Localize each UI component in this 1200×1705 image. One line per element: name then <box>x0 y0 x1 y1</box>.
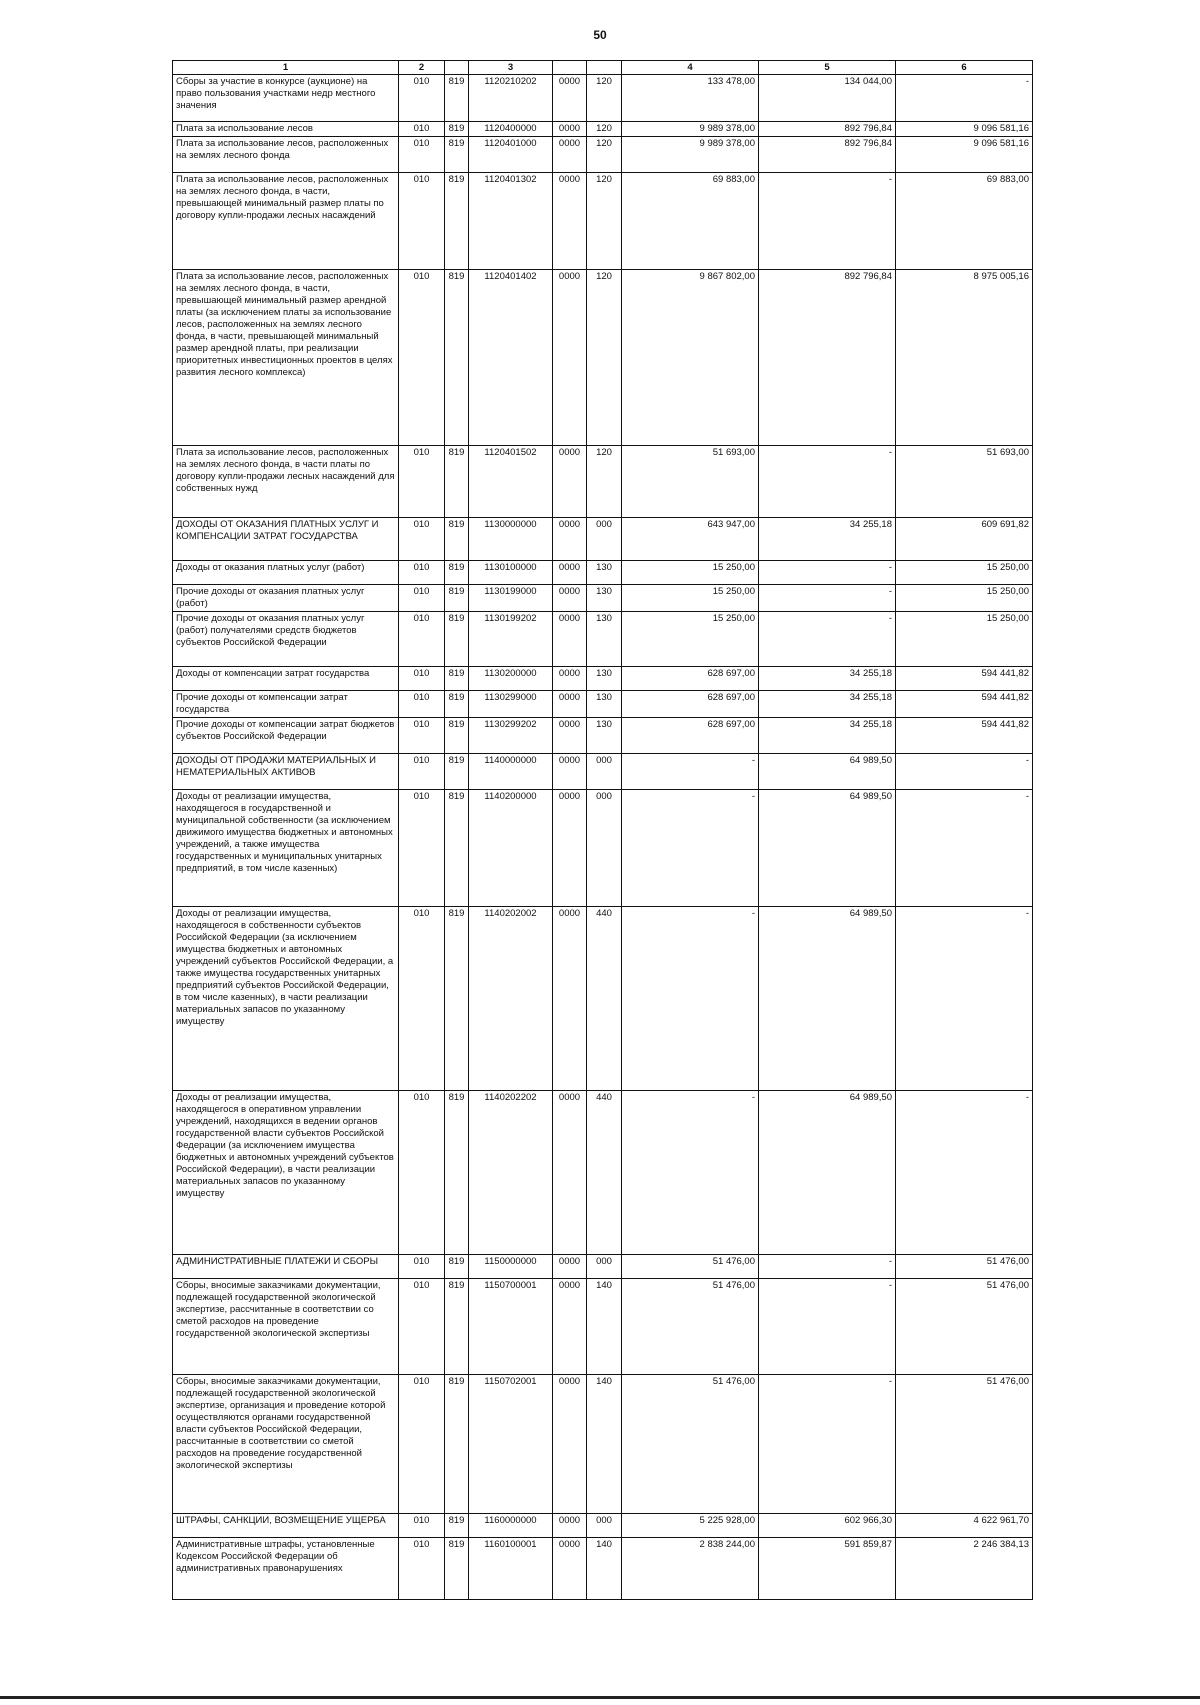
code-cell: 1120401402 <box>469 270 553 446</box>
code-cell: 1130200000 <box>469 667 553 691</box>
revenue-table-wrap <box>172 60 1033 1600</box>
table-row <box>173 518 1033 561</box>
row-name-cell: ШТРАФЫ, САНКЦИИ, ВОЗМЕЩЕНИЕ УЩЕРБА <box>173 1514 399 1538</box>
code-cell: 130 <box>587 691 622 718</box>
table-row <box>173 75 1033 122</box>
code-cell: 0000 <box>553 907 587 1091</box>
value-cell: 69 883,00 <box>896 173 1033 270</box>
row-name-cell: Доходы от реализации имущества, находящегося в собственности субъектов Российской Федерации (за исключением имущества бюджетных и автономных учреждений субъектов Российской Федерации, а также имущества государственных унитарных предприятий субъектов Российской Федерации, в том числе казенных), в части реализации материальных запасов по указанному имуществу <box>173 907 399 1091</box>
row-name-cell: АДМИНИСТРАТИВНЫЕ ПЛАТЕЖИ И СБОРЫ <box>173 1255 399 1279</box>
code-cell: 010 <box>399 691 445 718</box>
value-cell: 9 096 581,16 <box>896 137 1033 173</box>
code-cell: 140 <box>587 1538 622 1600</box>
table-row <box>173 561 1033 585</box>
code-cell: 010 <box>399 1279 445 1375</box>
code-cell: 1120210202 <box>469 75 553 122</box>
code-cell: 120 <box>587 173 622 270</box>
value-cell: 15 250,00 <box>896 561 1033 585</box>
table-row <box>173 1538 1033 1600</box>
code-cell: 819 <box>445 561 469 585</box>
value-cell: - <box>759 612 896 667</box>
value-cell: 51 476,00 <box>622 1279 759 1375</box>
value-cell: - <box>759 585 896 612</box>
code-cell: 819 <box>445 1538 469 1600</box>
code-cell: 819 <box>445 137 469 173</box>
code-cell: 0000 <box>553 1255 587 1279</box>
value-cell: - <box>622 754 759 790</box>
row-name-cell: Плата за использование лесов, расположенных на землях лесного фонда, в части платы по договору купли-продажи лесных насаждений для собственных нужд <box>173 446 399 518</box>
table-row <box>173 612 1033 667</box>
value-cell: 591 859,87 <box>759 1538 896 1600</box>
value-cell: 133 478,00 <box>622 75 759 122</box>
value-cell: 8 975 005,16 <box>896 270 1033 446</box>
table-row <box>173 691 1033 718</box>
table-row <box>173 1091 1033 1255</box>
code-cell: 010 <box>399 122 445 137</box>
row-name-cell: Прочие доходы от оказания платных услуг (работ) <box>173 585 399 612</box>
code-cell: 819 <box>445 612 469 667</box>
value-cell: 15 250,00 <box>622 585 759 612</box>
header-row <box>173 61 1033 75</box>
table-row <box>173 907 1033 1091</box>
value-cell: - <box>759 173 896 270</box>
value-cell: 51 476,00 <box>896 1279 1033 1375</box>
page-bottom-rule <box>0 1696 1200 1699</box>
code-cell: 1140202002 <box>469 907 553 1091</box>
code-cell: 819 <box>445 754 469 790</box>
code-cell: 010 <box>399 173 445 270</box>
code-cell: 1130199000 <box>469 585 553 612</box>
table-row <box>173 1375 1033 1514</box>
value-cell: 9 989 378,00 <box>622 137 759 173</box>
code-cell: 0000 <box>553 667 587 691</box>
code-cell: 010 <box>399 754 445 790</box>
code-cell: 130 <box>587 667 622 691</box>
code-cell: 130 <box>587 585 622 612</box>
value-cell: 51 693,00 <box>896 446 1033 518</box>
value-cell: - <box>622 907 759 1091</box>
value-cell: 2 246 384,13 <box>896 1538 1033 1600</box>
row-name-cell: Плата за использование лесов <box>173 122 399 137</box>
header-cell: 1 <box>173 61 399 75</box>
code-cell: 0000 <box>553 1538 587 1600</box>
code-cell: 0000 <box>553 1375 587 1514</box>
code-cell: 0000 <box>553 718 587 754</box>
code-cell: 140 <box>587 1375 622 1514</box>
code-cell: 1130199202 <box>469 612 553 667</box>
code-cell: 010 <box>399 446 445 518</box>
code-cell: 120 <box>587 75 622 122</box>
code-cell: 819 <box>445 790 469 907</box>
code-cell: 819 <box>445 691 469 718</box>
revenue-table <box>172 60 1033 1600</box>
value-cell: 892 796,84 <box>759 270 896 446</box>
code-cell: 819 <box>445 173 469 270</box>
code-cell: 819 <box>445 446 469 518</box>
value-cell: 51 476,00 <box>622 1255 759 1279</box>
value-cell: 51 693,00 <box>622 446 759 518</box>
table-row <box>173 667 1033 691</box>
value-cell: 892 796,84 <box>759 122 896 137</box>
value-cell: - <box>759 446 896 518</box>
code-cell: 000 <box>587 1255 622 1279</box>
row-name-cell: Прочие доходы от компенсации затрат государства <box>173 691 399 718</box>
code-cell: 0000 <box>553 691 587 718</box>
row-name-cell: Доходы от оказания платных услуг (работ) <box>173 561 399 585</box>
code-cell: 010 <box>399 585 445 612</box>
code-cell: 010 <box>399 75 445 122</box>
code-cell: 0000 <box>553 518 587 561</box>
value-cell: 594 441,82 <box>896 667 1033 691</box>
value-cell: - <box>622 790 759 907</box>
code-cell: 0000 <box>553 612 587 667</box>
value-cell: 594 441,82 <box>896 718 1033 754</box>
value-cell: 15 250,00 <box>622 612 759 667</box>
code-cell: 0000 <box>553 1514 587 1538</box>
code-cell: 440 <box>587 907 622 1091</box>
table-row <box>173 585 1033 612</box>
value-cell: - <box>896 907 1033 1091</box>
code-cell: 1140200000 <box>469 790 553 907</box>
value-cell: 9 867 802,00 <box>622 270 759 446</box>
code-cell: 0000 <box>553 1279 587 1375</box>
row-name-cell: Плата за использование лесов, расположенных на землях лесного фонда, в части, превышающей минимальный размер арендной платы (за исключением платы за использование лесов, расположенных на землях лесного фонда, в части, превышающей минимальный размер арендной платы, при реализации приоритетных инвестиционных проектов в целях развития лесного комплекса) <box>173 270 399 446</box>
page-number: 50 <box>593 28 607 42</box>
value-cell: 628 697,00 <box>622 691 759 718</box>
value-cell: 9 096 581,16 <box>896 122 1033 137</box>
value-cell: - <box>759 1279 896 1375</box>
value-cell: 34 255,18 <box>759 691 896 718</box>
code-cell: 1160100001 <box>469 1538 553 1600</box>
value-cell: 2 838 244,00 <box>622 1538 759 1600</box>
value-cell: 51 476,00 <box>622 1375 759 1514</box>
row-name-cell: Плата за использование лесов, расположенных на землях лесного фонда <box>173 137 399 173</box>
code-cell: 819 <box>445 1255 469 1279</box>
table-row <box>173 446 1033 518</box>
row-name-cell: Прочие доходы от оказания платных услуг (работ) получателями средств бюджетов субъектов Российской Федерации <box>173 612 399 667</box>
code-cell: 000 <box>587 754 622 790</box>
header-cell <box>445 61 469 75</box>
code-cell: 1150700001 <box>469 1279 553 1375</box>
code-cell: 1140000000 <box>469 754 553 790</box>
value-cell: 602 966,30 <box>759 1514 896 1538</box>
value-cell: 628 697,00 <box>622 718 759 754</box>
code-cell: 1120400000 <box>469 122 553 137</box>
value-cell: 64 989,50 <box>759 907 896 1091</box>
table-row <box>173 270 1033 446</box>
code-cell: 1140202202 <box>469 1091 553 1255</box>
value-cell: 5 225 928,00 <box>622 1514 759 1538</box>
code-cell: 0000 <box>553 270 587 446</box>
value-cell: 134 044,00 <box>759 75 896 122</box>
code-cell: 010 <box>399 1538 445 1600</box>
code-cell: 0000 <box>553 790 587 907</box>
code-cell: 1130299202 <box>469 718 553 754</box>
code-cell: 819 <box>445 75 469 122</box>
code-cell: 819 <box>445 1375 469 1514</box>
code-cell: 0000 <box>553 1091 587 1255</box>
code-cell: 120 <box>587 270 622 446</box>
code-cell: 120 <box>587 122 622 137</box>
table-row <box>173 122 1033 137</box>
code-cell: 819 <box>445 667 469 691</box>
header-cell <box>587 61 622 75</box>
value-cell: 51 476,00 <box>896 1375 1033 1514</box>
value-cell: 15 250,00 <box>896 585 1033 612</box>
code-cell: 010 <box>399 518 445 561</box>
row-name-cell: Сборы, вносимые заказчиками документации, подлежащей государственной экологической экспертизе, рассчитанные в соответствии со сметой расходов на проведение государственной экологической экспертизы <box>173 1279 399 1375</box>
row-name-cell: Прочие доходы от компенсации затрат бюджетов субъектов Российской Федерации <box>173 718 399 754</box>
value-cell: 34 255,18 <box>759 718 896 754</box>
value-cell: 609 691,82 <box>896 518 1033 561</box>
value-cell: 51 476,00 <box>896 1255 1033 1279</box>
code-cell: 010 <box>399 907 445 1091</box>
code-cell: 819 <box>445 907 469 1091</box>
value-cell: 15 250,00 <box>896 612 1033 667</box>
value-cell: - <box>896 1091 1033 1255</box>
code-cell: 130 <box>587 718 622 754</box>
code-cell: 120 <box>587 446 622 518</box>
header-cell: 5 <box>759 61 896 75</box>
value-cell: 64 989,50 <box>759 790 896 907</box>
code-cell: 0000 <box>553 585 587 612</box>
code-cell: 819 <box>445 122 469 137</box>
value-cell: 892 796,84 <box>759 137 896 173</box>
code-cell: 010 <box>399 1091 445 1255</box>
value-cell: 594 441,82 <box>896 691 1033 718</box>
code-cell: 1160000000 <box>469 1514 553 1538</box>
code-cell: 819 <box>445 270 469 446</box>
value-cell: 34 255,18 <box>759 518 896 561</box>
code-cell: 130 <box>587 612 622 667</box>
table-row <box>173 754 1033 790</box>
value-cell: 9 989 378,00 <box>622 122 759 137</box>
value-cell: - <box>896 754 1033 790</box>
row-name-cell: Доходы от компенсации затрат государства <box>173 667 399 691</box>
table-body <box>173 75 1033 1600</box>
code-cell: 1120401000 <box>469 137 553 173</box>
code-cell: 010 <box>399 137 445 173</box>
code-cell: 000 <box>587 1514 622 1538</box>
code-cell: 010 <box>399 667 445 691</box>
code-cell: 819 <box>445 585 469 612</box>
code-cell: 819 <box>445 1091 469 1255</box>
code-cell: 0000 <box>553 137 587 173</box>
value-cell: - <box>622 1091 759 1255</box>
code-cell: 0000 <box>553 122 587 137</box>
code-cell: 819 <box>445 718 469 754</box>
header-cell: 3 <box>469 61 553 75</box>
code-cell: 000 <box>587 790 622 907</box>
code-cell: 819 <box>445 1279 469 1375</box>
value-cell: 64 989,50 <box>759 1091 896 1255</box>
row-name-cell: Доходы от реализации имущества, находящегося в государственной и муниципальной собственности (за исключением движимого имущества бюджетных и автономных учреждений, а также имущества государственных и муниципальных унитарных предприятий, в том числе казенных) <box>173 790 399 907</box>
value-cell: 69 883,00 <box>622 173 759 270</box>
code-cell: 819 <box>445 1514 469 1538</box>
code-cell: 000 <box>587 518 622 561</box>
value-cell: - <box>759 1255 896 1279</box>
header-cell: 6 <box>896 61 1033 75</box>
value-cell: 628 697,00 <box>622 667 759 691</box>
table-row <box>173 1279 1033 1375</box>
code-cell: 010 <box>399 790 445 907</box>
value-cell: 15 250,00 <box>622 561 759 585</box>
code-cell: 440 <box>587 1091 622 1255</box>
row-name-cell: Сборы за участие в конкурсе (аукционе) на право пользования участками недр местного значения <box>173 75 399 122</box>
code-cell: 1150702001 <box>469 1375 553 1514</box>
code-cell: 1130100000 <box>469 561 553 585</box>
row-name-cell: Плата за использование лесов, расположенных на землях лесного фонда, в части, превышающей минимальный размер платы по договору купли-продажи лесных насаждений <box>173 173 399 270</box>
table-row <box>173 718 1033 754</box>
code-cell: 120 <box>587 137 622 173</box>
row-name-cell: Административные штрафы, установленные Кодексом Российской Федерации об административных правонарушениях <box>173 1538 399 1600</box>
value-cell: 64 989,50 <box>759 754 896 790</box>
code-cell: 0000 <box>553 446 587 518</box>
table-row <box>173 790 1033 907</box>
header-cell <box>553 61 587 75</box>
code-cell: 140 <box>587 1279 622 1375</box>
code-cell: 1120401302 <box>469 173 553 270</box>
code-cell: 0000 <box>553 754 587 790</box>
code-cell: 1130000000 <box>469 518 553 561</box>
code-cell: 0000 <box>553 173 587 270</box>
value-cell: - <box>759 561 896 585</box>
code-cell: 010 <box>399 561 445 585</box>
code-cell: 0000 <box>553 75 587 122</box>
code-cell: 010 <box>399 1375 445 1514</box>
table-row <box>173 1255 1033 1279</box>
value-cell: - <box>759 1375 896 1514</box>
code-cell: 010 <box>399 270 445 446</box>
table-row <box>173 137 1033 173</box>
value-cell: 643 947,00 <box>622 518 759 561</box>
value-cell: 4 622 961,70 <box>896 1514 1033 1538</box>
value-cell: - <box>896 75 1033 122</box>
code-cell: 1150000000 <box>469 1255 553 1279</box>
code-cell: 010 <box>399 612 445 667</box>
code-cell: 130 <box>587 561 622 585</box>
code-cell: 1120401502 <box>469 446 553 518</box>
row-name-cell: ДОХОДЫ ОТ ОКАЗАНИЯ ПЛАТНЫХ УСЛУГ И КОМПЕНСАЦИИ ЗАТРАТ ГОСУДАРСТВА <box>173 518 399 561</box>
header-cell: 2 <box>399 61 445 75</box>
row-name-cell: ДОХОДЫ ОТ ПРОДАЖИ МАТЕРИАЛЬНЫХ И НЕМАТЕРИАЛЬНЫХ АКТИВОВ <box>173 754 399 790</box>
table-row <box>173 173 1033 270</box>
row-name-cell: Доходы от реализации имущества, находящегося в оперативном управлении учреждений, находящихся в ведении органов государственной власти субъектов Российской Федерации (за исключением имущества бюджетных и автономных учреждений субъектов Российской Федерации), в части реализации материальных запасов по указанному имуществу <box>173 1091 399 1255</box>
code-cell: 010 <box>399 718 445 754</box>
code-cell: 010 <box>399 1514 445 1538</box>
row-name-cell: Сборы, вносимые заказчиками документации, подлежащей государственной экологической экспертизе, организация и проведение которой осуществляются органами государственной власти субъектов Российской Федерации, рассчитанные в соответствии со сметой расходов на проведение государственной экологической экспертизы <box>173 1375 399 1514</box>
code-cell: 0000 <box>553 561 587 585</box>
code-cell: 010 <box>399 1255 445 1279</box>
code-cell: 819 <box>445 518 469 561</box>
header-cell: 4 <box>622 61 759 75</box>
value-cell: 34 255,18 <box>759 667 896 691</box>
value-cell: - <box>896 790 1033 907</box>
table-row <box>173 1514 1033 1538</box>
code-cell: 1130299000 <box>469 691 553 718</box>
